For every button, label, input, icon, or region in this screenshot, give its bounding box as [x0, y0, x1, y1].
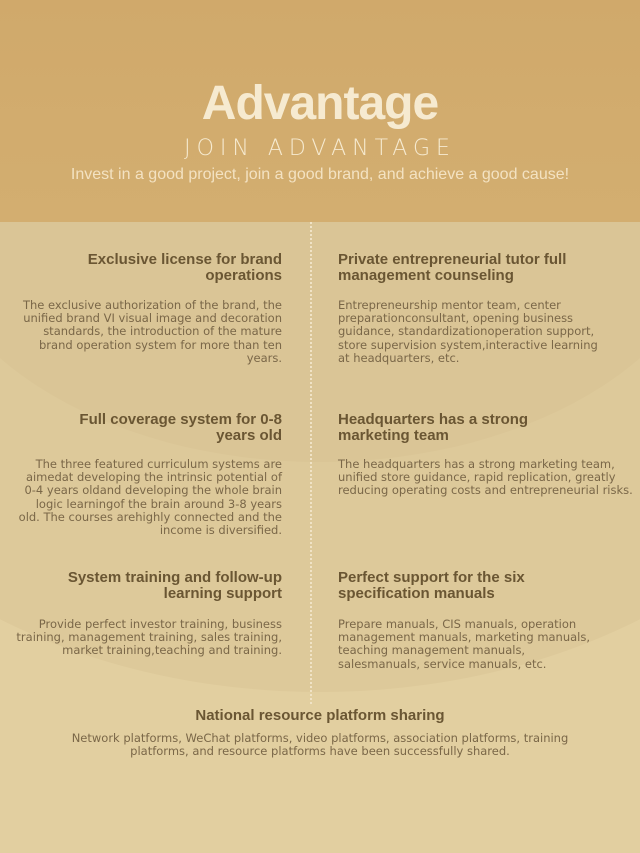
item-title: Full coverage system for 0-8 years old [79, 411, 282, 444]
item-title: Private entrepreneurial tutor full management counseling [338, 251, 567, 284]
item-title: Headquarters has a strong marketing team [338, 411, 529, 444]
item-text: Network platforms, WeChat platforms, video platforms, association platforms, training platforms, and resource platforms have been successfully shared. [71, 731, 569, 759]
advantage-item-tutor-counseling [338, 252, 610, 365]
advantage-item-marketing-team [338, 412, 634, 498]
item-text: The three featured curriculum systems are aimedat developing the intrinsic potential of 0-4 years oldand developing the whole brain logic learningof the brain around 3-8 years old. The courses arehighly connected and the income is diversified. [18, 457, 282, 538]
header-banner [0, 0, 640, 222]
advantage-item-specification-manuals [338, 570, 610, 671]
item-title: System training and follow-up learning support [67, 569, 282, 602]
item-title: National resource platform sharing [195, 707, 445, 724]
advantage-item-brand-license [18, 252, 282, 365]
item-text: Prepare manuals, CIS manuals, operation management manuals, marketing manuals, teaching management manuals, salesmanuals, service manuals, etc. [338, 617, 591, 671]
item-text: The headquarters has a strong marketing team, unified store guidance, rapid replication, greatly reducing operating costs and entrepreneurial risks. [338, 457, 633, 498]
item-title: Perfect support for the six specification manuals [338, 569, 525, 602]
tagline: Invest in a good project, join a good brand, and achieve a good cause! [70, 166, 570, 183]
advantage-item-coverage-system [18, 412, 282, 537]
page-title: Advantage [201, 77, 439, 130]
center-divider [310, 222, 312, 704]
item-title: Exclusive license for brand operations [87, 251, 282, 284]
advantage-item-resource-sharing [70, 708, 570, 758]
page-subtitle: JOIN ADVANTAGE [184, 136, 456, 161]
item-text: Provide perfect investor training, business training, management training, sales training, market training,teaching and training. [16, 617, 282, 658]
item-text: Entrepreneurship mentor team, center preparationconsultant, opening business guidance, standardizationoperation support, store supervision system,interactive learning at headquarters, etc. [338, 298, 598, 365]
item-text: The exclusive authorization of the brand, the unified brand VI visual image and decoration standards, the introduction of the mature brand operation system for more than ten years. [22, 298, 282, 365]
advantage-item-system-training [14, 570, 282, 658]
